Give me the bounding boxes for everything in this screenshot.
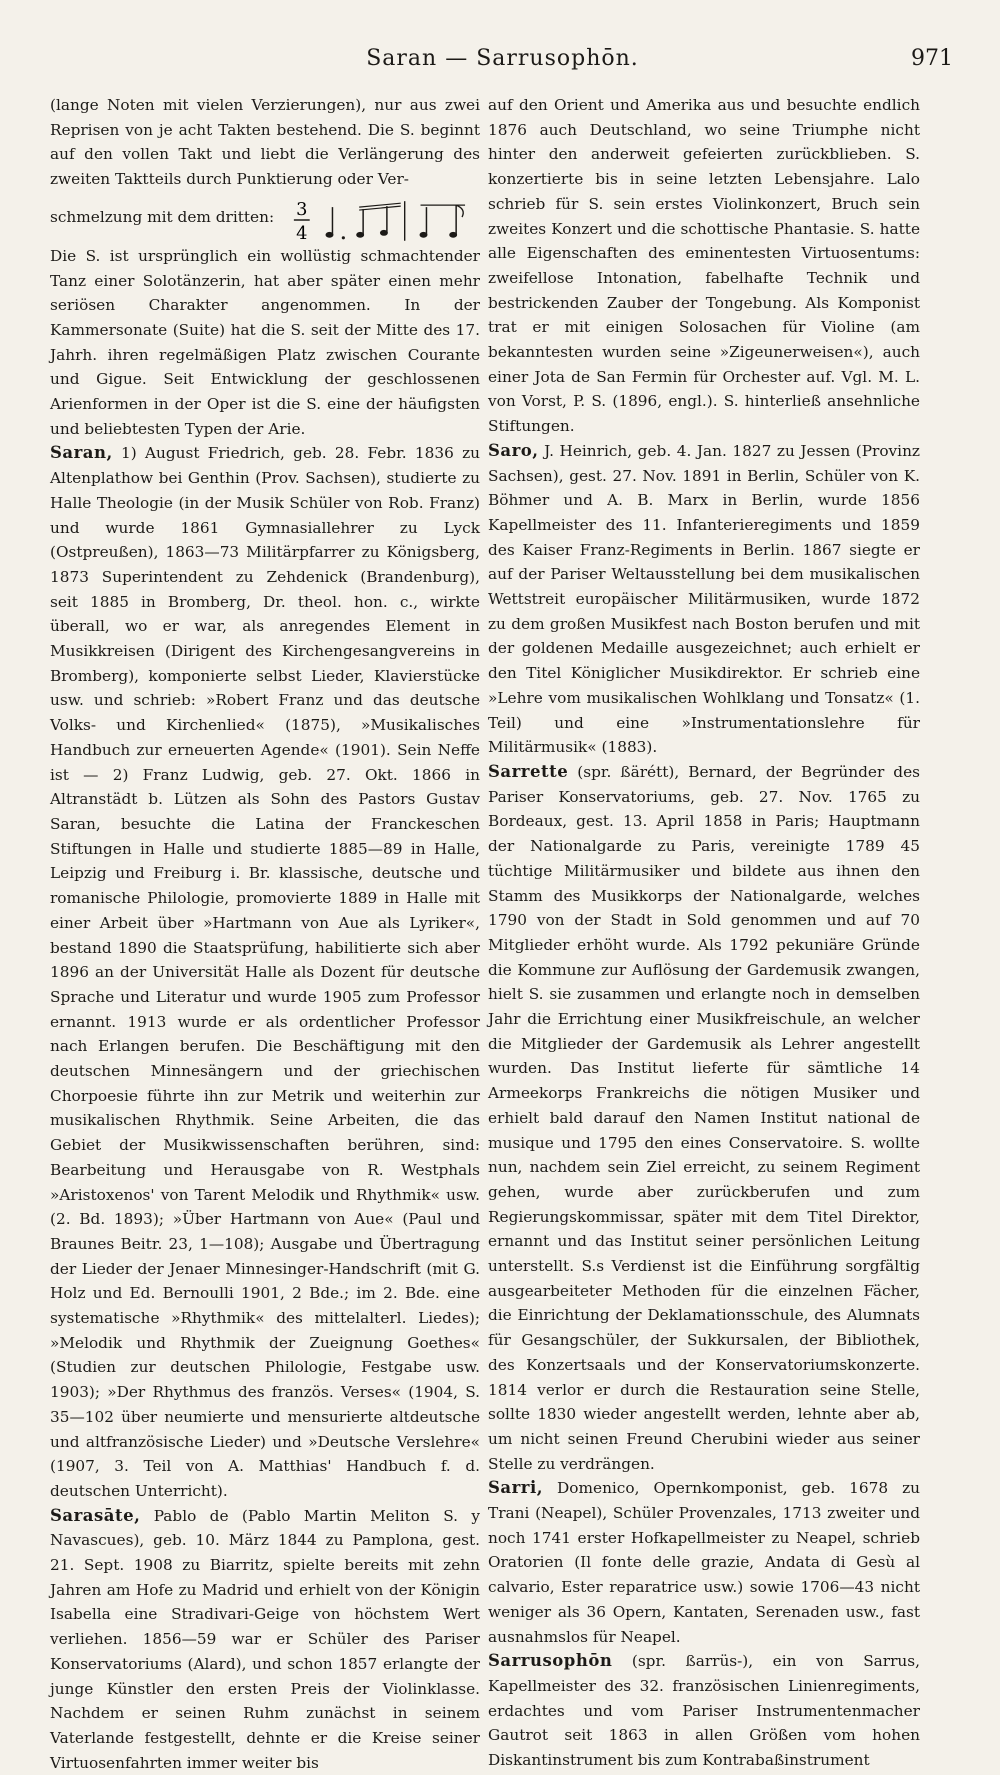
entry-sarri-text: Domenico, Opernkomponist, geb. 1678 zu Trani (Neapel), Schüler Provenzales, 1713 zweiter und noch 1741 erster Hofkapellmeister zu Neapel, schrieb Oratorien (Il fonte delle grazie, Andata di Gesù al calvario, Ester reparatrice usw.) sowie 1706—43 nicht weniger als 36 Opern, Kantaten, Serenaden usw., fast ausnahmslos für Neapel. (488, 1479, 920, 1646)
right-column (488, 93, 920, 1773)
running-header (50, 40, 955, 80)
sarabande-continuation: (lange Noten mit vielen Verzierungen), nur aus zwei Reprisen von je acht Takten bestehend. Die S. beginnt auf den vollen Takt und liebt die Verlängerung des zweiten Taktteils durch Punktierung oder Ver- (50, 96, 480, 189)
entry-saro (488, 439, 920, 760)
time-signature-bottom: 4 (296, 222, 308, 243)
page-number: 971 (911, 46, 953, 71)
entry-sarrette-text: (spr. ßärétt), Bernard, der Begründer des Pariser Konservatoriums, geb. 27. Nov. 1765 zu Bordeaux, gest. 13. April 1858 in Paris; Hauptmann der Nationalgarde zu Paris, vereinigte 1789 45 tüchtige Militärmusiker und bildete aus ihnen den Stamm des Musikkorps der Nationalgarde, welches 1790 von der Stadt in Sold genommen und auf 70 Mitglieder erhöht wurde. Als 1792 pekuniäre Gründe die Kommune zur Auflösung der Gardemusik zwangen, hielt S. sie zusammen und erlangte noch in demselben Jahr die Errichtung einer Musikfreischule, an welcher die Mitglieder der Gardemusik als Lehrer angestellt wurden. Das Institut lieferte für sämtliche 14 Armeekorps Frankreichs die nötigen Musiker und erhielt bald darauf den Namen Institut national de musique und 1795 den eines Conservatoire. S. wollte nun, nachdem sein Ziel erreicht, zu seinem Regiment gehen, wurde aber zurückberufen und zum Regierungskommissar, später mit dem Titel Direktor, ernannt und das Institut seiner persönlichen Leitung unterstellt. S.s Verdienst ist die Einführung sorgfältig ausgearbeiteter Methoden für die einzelnen Fächer, die Einrichtung der Deklamationsschule, des Alumnats für Gesangschüler, der Sukkursalen, der Bibliothek, des Konzertsaals und der Konservatoriumskonzerte. 1814 verlor er durch die Restauration seine Stelle, sollte 1830 wieder angestellt werden, lehnte aber ab, um nicht seinen Freund Cherubini wieder aus seiner Stelle zu verdrängen. (488, 762, 920, 1473)
sarabande-description: Die S. ist ursprünglich ein wollüstig schmachtender Tanz einer Solotänzerin, hat aber später einen mehr seriösen Charakter angenommen. In der Kammersonate (Suite) hat die S. seit der Mitte des 17. Jahrh. ihren regelmäßigen Platz zwischen Courante und Gigue. Seit Entwicklung der geschlossenen Arienformen in der Oper ist die S. eine der häufigsten und beliebtesten Typen der Arie. (50, 246, 480, 438)
headword-sarasate: Sarasāte, (50, 1505, 141, 1525)
notation-lead-text: schmelzung mit dem dritten: (50, 208, 275, 227)
entry-sarrette (488, 760, 920, 1476)
entry-sarasate-text: Pablo de (Pablo Martin Meliton S. y Navascues), geb. 10. März 1844 zu Pamplona, gest. 21. Sept. 1908 zu Biarritz, spielte bereits mit zehn Jahren am Hofe zu Madrid und erhielt von der Königin Isabella eine Stradivari-Geige von höchstem Wert verliehen. 1856—59 war er Schüler des Pariser Konservatoriums (Alard), und schon 1857 erlangte der junge Künstler den ersten Preis der Violinklasse. Nachdem er seinen Ruhm zunächst in seinem Vaterlande festgestellt, dehnte er die Kreise seiner Virtuosenfahrten immer weiter bis (50, 1506, 480, 1772)
entry-sarri (488, 1476, 920, 1649)
headword-sarrette: Sarrette (488, 761, 569, 781)
headword-saro: Saro, (488, 440, 539, 460)
entry-sarrusophon-text: (spr. ßarrüs-), ein von Sarrus, Kapellmeister des 32. französischen Linienregiments, erdachtes und vom Pariser Instrumentenmacher Gautrot seit 1863 in allen Größen vom hohen Diskantinstrument bis zum Kontrabaßinstrument (488, 1652, 920, 1770)
page-title: Saran — Sarrusophōn. (366, 46, 639, 71)
headword-sarrusophon: Sarrusophōn (488, 1651, 613, 1671)
rhythm-notation-icon (282, 193, 480, 243)
entry-sarrusophon (488, 1649, 920, 1773)
entry-sarasate (50, 1504, 480, 1775)
headword-sarri: Sarri, (488, 1478, 544, 1498)
entry-saro-text: J. Heinrich, geb. 4. Jan. 1827 zu Jessen (Provinz Sachsen), gest. 27. Nov. 1891 in Berlin, Schüler von K. Böhmer und A. B. Marx in Berlin, wurde 1856 Kapellmeister des 11. Infanterieregiments und 1859 des Kaiser Franz-Regiments in Berlin. 1867 siegte er auf der Pariser Weltausstellung bei dem musikalischen Wettstreit europäischer Militärmusiken, wurde 1872 zu dem großen Musikfest nach Boston berufen und mit der goldenen Medaille ausgezeichnet; auch erhielt er den Titel Königlicher Musikdirektor. Er schrieb eine »Lehre vom musikalischen Wohlklang und Tonsatz« (1. Teil) und eine »Instrumentationslehre für Militärmusik« (1883). (488, 441, 920, 757)
entry-saran (50, 441, 480, 1503)
left-column (50, 93, 480, 1775)
time-signature-top: 3 (296, 198, 308, 220)
notation-line (50, 192, 480, 244)
entry-saran-text: 1) August Friedrich, geb. 28. Febr. 1836 zu Altenplathow bei Genthin (Prov. Sachsen), studierte zu Halle Theologie (in der Musik Schüler von Rob. Franz) und wurde 1861 Gymnasiallehrer zu Lyck (Ostpreußen), 1863—73 Militärpfarrer zu Königsberg, 1873 Superintendent zu Zehdenick (Brandenburg), seit 1885 in Bromberg, Dr. theol. hon. c., wirkte überall, wo er war, als anregendes Element in Musikkreisen (Dirigent des Kirchengesangvereins in Bromberg), komponierte selbst Lieder, Klavierstücke usw. und schrieb: »Robert Franz und das deutsche Volks- und Kirchenlied« (1875), »Musikalisches Handbuch zur erneuerten Agende« (1901). Sein Neffe ist — 2) Franz Ludwig, geb. 27. Okt. 1866 in Altranstädt b. Lützen als Sohn des Pastors Gustav Saran, besuchte die Latina der Franckeschen Stiftungen in Halle und studierte 1885—89 in Halle, Leipzig und Freiburg i. Br. klassische, deutsche und romanische Philologie, promovierte 1889 in Halle mit einer Arbeit über »Hartmann von Aue als Lyriker«, bestand 1890 die Staatsprüfung, habilitierte sich aber 1896 an der Universität Halle als Dozent für deutsche Sprache und Literatur und wurde 1905 zum Professor ernannt. 1913 wurde er als ordentlicher Professor nach Erlangen berufen. Die Beschäftigung mit den deutschen Minnesängern und der griechischen Chorpoesie führte ihn zur Metrik und weiterhin zur musikalischen Rhythmik. Seine Arbeiten, die das Gebiet der Musikwissenschaften berühren, sind: Bearbeitung und Herausgabe von R. Westphals »Aristoxenos' von Tarent Melodik und Rhythmik« usw. (2. Bd. 1893); »Über Hartmann von Aue« (Paul und Braunes Beitr. 23, 1—108); Ausgabe und Übertragung der Lieder der Jenaer Minnesinger-Handschrift (mit G. Holz und Ed. Bernoulli 1901, 2 Bde.; im 2. Bde. eine systematische »Rhythmik« des mittelalterl. Liedes); »Melodik und Rhythmik der Zueignung Goethes« (Studien zur deutschen Philologie, Festgabe usw. 1903); »Der Rhythmus des französ. Verses« (1904, S. 35—102 über neumierte und mensurierte altdeutsche und altfranzösische Lieder) und »Deutsche Verslehre« (1907, 3. Teil von A. Matthias' Handbuch f. d. deutschen Unterricht). (50, 444, 480, 1500)
sarasate-continuation: auf den Orient und Amerika aus und besuchte endlich 1876 auch Deutschland, wo seine Triumphe nicht hinter den anderweit gefeierten zurückblieben. S. konzertierte bis in seine letzten Lebensjahre. Lalo schrieb für S. sein erstes Violinkonzert, Bruch sein zweites Konzert und die schottische Phantasie. S. hatte alle Eigenschaften des eminentesten Virtuosentums: zweifellose Intonation, fabelhafte Technik und bestrickenden Zauber der Tongebung. Als Komponist trat er mit einigen Solosachen für Violine (am bekanntesten wurden seine »Zigeunerweisen«), auch einer Jota de San Fermin für Orchester auf. Vgl. M. L. von Vorst, P. S. (1896, engl.). S. hinterließ ansehnliche Stiftungen. (488, 96, 920, 436)
headword-saran: Saran, (50, 443, 113, 463)
